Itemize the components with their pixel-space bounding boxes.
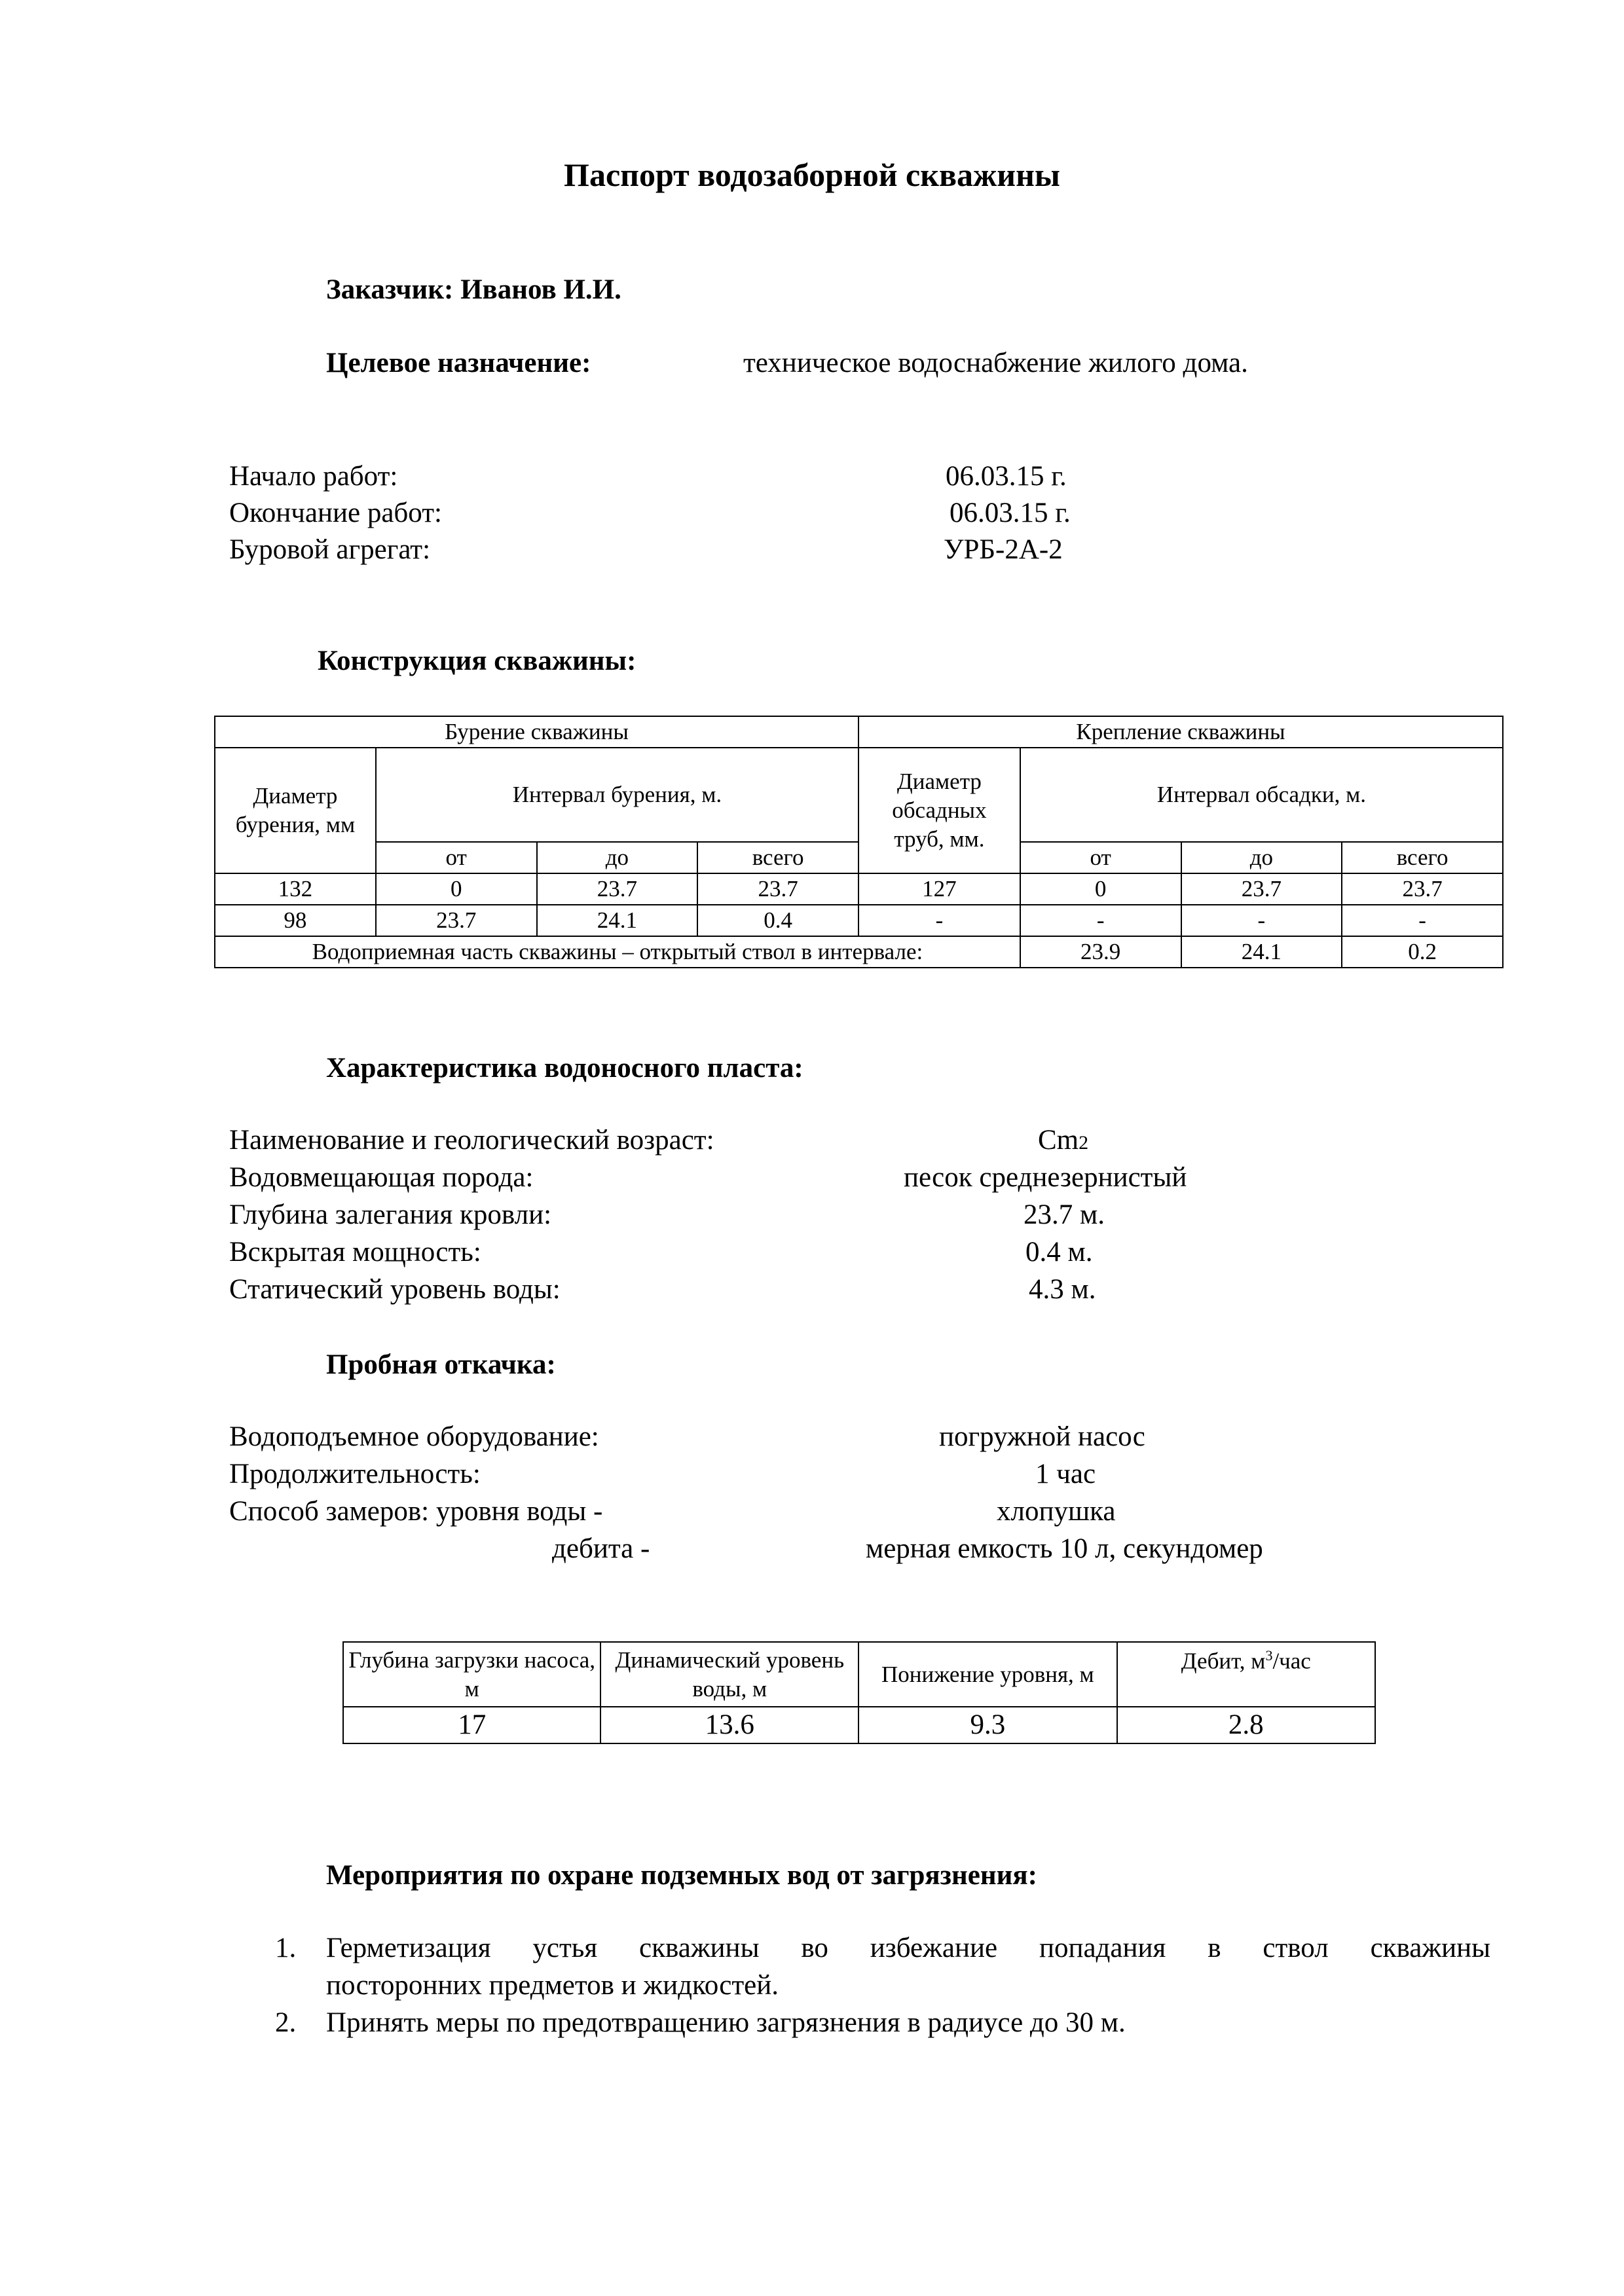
aquifer-heading: Характеристика водоносного пласта: xyxy=(326,1053,803,1084)
casing-from-header: от xyxy=(1020,842,1181,873)
table-cell: 23.7 xyxy=(537,873,698,905)
rock-value: песок среднезернистый xyxy=(904,1162,1187,1193)
static-level-value: 4.3 м. xyxy=(1029,1274,1096,1305)
table-cell: - xyxy=(858,905,1020,936)
table-cell: - xyxy=(1342,905,1503,936)
work-end-value: 06.03.15 г. xyxy=(950,498,1071,528)
drill-from-header: от xyxy=(376,842,537,873)
table-row xyxy=(215,873,1503,905)
casing-diameter-header: Диаметр обсадных труб, мм. xyxy=(858,748,1020,873)
intake-row xyxy=(215,936,1503,968)
method-value: хлопушка xyxy=(997,1496,1116,1527)
pumping-heading: Пробная откачка: xyxy=(326,1349,556,1380)
intake-to: 24.1 xyxy=(1181,936,1342,968)
table-cell: 23.7 xyxy=(1342,873,1503,905)
method-label: Способ замеров: уровня воды - xyxy=(229,1496,603,1527)
list-item-number: 1. xyxy=(275,1933,297,1963)
construction-table xyxy=(214,716,1504,968)
duration-value: 1 час xyxy=(1035,1459,1096,1489)
table-cell: 23.7 xyxy=(1181,873,1342,905)
drilling-rig-value: УРБ-2А-2 xyxy=(944,534,1063,565)
casing-to-header: до xyxy=(1181,842,1342,873)
list-item-text: Герметизация устья скважины во избежание попадания в ствол скважины xyxy=(326,1933,1490,1963)
table-cell: 9.3 xyxy=(858,1707,1117,1743)
work-start-label: Начало работ: xyxy=(229,461,398,492)
aquifer-name-value xyxy=(1038,1124,1088,1156)
table-cell: 98 xyxy=(215,905,376,936)
customer-line: Заказчик: Иванов И.И. xyxy=(326,274,621,305)
purpose-value: техническое водоснабжение жилого дома. xyxy=(743,348,1248,378)
roof-depth-value: 23.7 м. xyxy=(1024,1199,1105,1230)
debit-header-exponent: 3 xyxy=(1265,1647,1273,1664)
casing-interval-header: Интервал обсадки, м. xyxy=(1020,748,1503,842)
drill-diameter-header: Диаметр бурения, мм xyxy=(215,748,376,873)
debit-method-label: дебита - xyxy=(552,1533,650,1564)
table-cell: - xyxy=(1181,905,1342,936)
thickness-label: Вскрытая мощность: xyxy=(229,1237,481,1267)
list-item-text: Принять меры по предотвращению загрязнения в радиусе до 30 м. xyxy=(326,2007,1126,2038)
table-cell: 132 xyxy=(215,873,376,905)
test-pumping-table xyxy=(342,1641,1376,1744)
drill-interval-header: Интервал бурения, м. xyxy=(376,748,858,842)
construction-heading: Конструкция скважины: xyxy=(318,646,637,676)
table-cell: 23.7 xyxy=(376,905,537,936)
drill-total-header: всего xyxy=(697,842,858,873)
debit-header-unit: /час xyxy=(1272,1648,1311,1674)
casing-total-header: всего xyxy=(1342,842,1503,873)
table-cell: 13.6 xyxy=(600,1707,858,1743)
rock-label: Водовмещающая порода: xyxy=(229,1162,534,1193)
equipment-label: Водоподъемное оборудование: xyxy=(229,1421,599,1452)
aquifer-name-label: Наименование и геологический возраст: xyxy=(229,1125,714,1156)
work-start-value: 06.03.15 г. xyxy=(946,461,1067,492)
intake-total: 0.2 xyxy=(1342,936,1503,968)
drill-to-header: до xyxy=(537,842,698,873)
table-cell: 0 xyxy=(1020,873,1181,905)
table-cell: 17 xyxy=(343,1707,600,1743)
list-item-text-continued: посторонних предметов и жидкостей. xyxy=(326,1970,779,2001)
table-row xyxy=(215,905,1503,936)
static-level-label: Статический уровень воды: xyxy=(229,1274,561,1305)
intake-from: 23.9 xyxy=(1020,936,1181,968)
table-cell: 0.4 xyxy=(697,905,858,936)
purpose-label: Целевое назначение: xyxy=(326,348,591,378)
intake-label: Водоприемная часть скважины – открытый ствол в интервале: xyxy=(215,936,1020,968)
duration-label: Продолжительность: xyxy=(229,1459,481,1489)
equipment-value: погружной насос xyxy=(939,1421,1145,1452)
table-cell: 0 xyxy=(376,873,537,905)
drawdown-header: Понижение уровня, м xyxy=(858,1642,1117,1707)
debit-method-value: мерная емкость 10 л, секундомер xyxy=(866,1533,1263,1564)
table-cell: 24.1 xyxy=(537,905,698,936)
table-cell: 2.8 xyxy=(1117,1707,1375,1743)
debit-header xyxy=(1117,1642,1375,1707)
table-row xyxy=(343,1707,1375,1743)
drilling-header: Бурение скважины xyxy=(215,716,858,748)
work-end-label: Окончание работ: xyxy=(229,498,442,528)
table-cell: 23.7 xyxy=(697,873,858,905)
table-cell: - xyxy=(1020,905,1181,936)
roof-depth-label: Глубина залегания кровли: xyxy=(229,1199,552,1230)
dynamic-level-header: Динамический уровень воды, м xyxy=(600,1642,858,1707)
table-cell: 127 xyxy=(858,873,1020,905)
pump-depth-header: Глубина загрузки насоса, м xyxy=(343,1642,600,1707)
document-title: Паспорт водозаборной скважины xyxy=(564,156,1060,193)
protection-heading: Мероприятия по охране подземных вод от загрязнения: xyxy=(326,1860,1037,1891)
aquifer-age-symbol: Cm xyxy=(1038,1125,1079,1156)
aquifer-age-index: 2 xyxy=(1079,1132,1089,1154)
list-item-number: 2. xyxy=(275,2007,297,2038)
drilling-rig-label: Буровой агрегат: xyxy=(229,534,431,565)
thickness-value: 0.4 м. xyxy=(1025,1237,1093,1267)
casing-header: Крепление скважины xyxy=(858,716,1503,748)
debit-header-text: Дебит, м xyxy=(1181,1648,1266,1674)
